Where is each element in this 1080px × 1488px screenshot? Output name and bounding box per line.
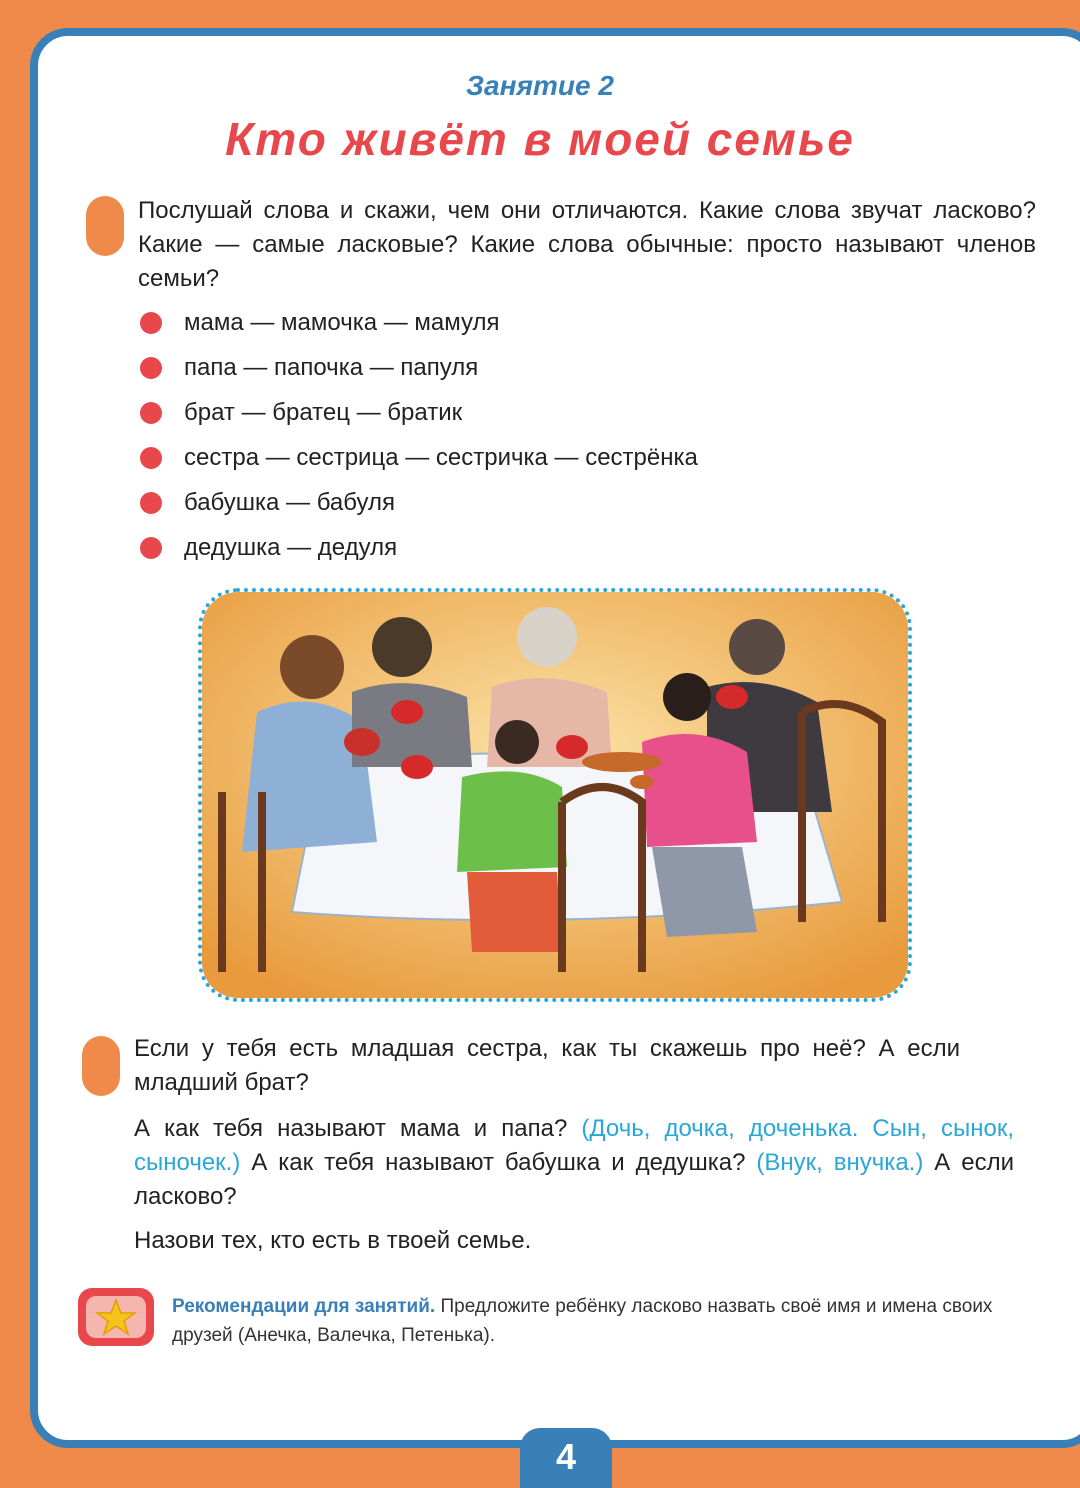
recommendation-heading: Рекомендации для занятий. <box>172 1296 436 1317</box>
list-item <box>140 525 940 570</box>
bullet-icon <box>140 537 162 559</box>
page-title: Кто живёт в моей семье <box>225 113 855 165</box>
list-item <box>140 300 940 345</box>
list-item-text: сестра — сестрица — сестричка — сестрёнка <box>184 443 698 471</box>
task2-hint-2: (Внук, внучка.) <box>756 1149 924 1176</box>
bullet-icon <box>140 492 162 514</box>
list-item-text: мама — мамочка — мамуля <box>184 308 500 336</box>
list-item <box>140 390 940 435</box>
task2-question-2 <box>134 1112 1014 1214</box>
recommendation <box>172 1292 1052 1350</box>
bullet-icon <box>140 447 162 469</box>
list-item-text: бабушка — бабуля <box>184 488 395 516</box>
list-item-text: дедушка — дедуля <box>184 533 398 561</box>
bullet-icon <box>140 312 162 334</box>
task2-question-3: Назови тех, кто есть в твоей семье. <box>134 1227 532 1254</box>
task2-q2-b: А как тебя называют бабушка и дедушка? <box>251 1149 746 1176</box>
list-item <box>140 435 940 480</box>
list-item <box>140 480 940 525</box>
task2-hint-1: (Дочь, дочка, доченька. Сын, сынок, сыночек.) <box>134 1115 1015 1176</box>
task1-text: Послушай слова и скажи, чем они отличаются. Какие слова звучат ласково? Какие — самые ласковые? Какие слова обычные: просто называют членов семьи? <box>138 197 1036 292</box>
bullet-icon <box>140 402 162 424</box>
word-list <box>140 300 940 570</box>
task2-question-1: Если у тебя есть младшая сестра, как ты скажешь про неё? А если младший брат? <box>134 1035 960 1096</box>
star-icon <box>78 1288 154 1346</box>
task2-q2-a: А как тебя называют мама и папа? <box>134 1115 568 1142</box>
recommendation-text: Предложите ребёнку ласково назвать своё имя и имена своих друзей (Анечка, Валечка, Петенька). <box>172 1296 993 1346</box>
task-marker-1 <box>86 196 124 256</box>
list-item-text: папа — папочка — папуля <box>184 353 479 381</box>
family-illustration-image <box>202 592 908 998</box>
page-number: 4 <box>555 1436 577 1477</box>
list-item <box>140 345 940 390</box>
lesson-label: Занятие 2 <box>466 70 614 101</box>
task-marker-2 <box>82 1036 120 1096</box>
task2-q2-c: А если ласково? <box>134 1149 1015 1210</box>
recommendation-icon <box>78 1288 154 1346</box>
bullet-icon <box>140 357 162 379</box>
list-item-text: брат — братец — братик <box>184 398 463 426</box>
family-tea-illustration <box>198 588 912 1002</box>
